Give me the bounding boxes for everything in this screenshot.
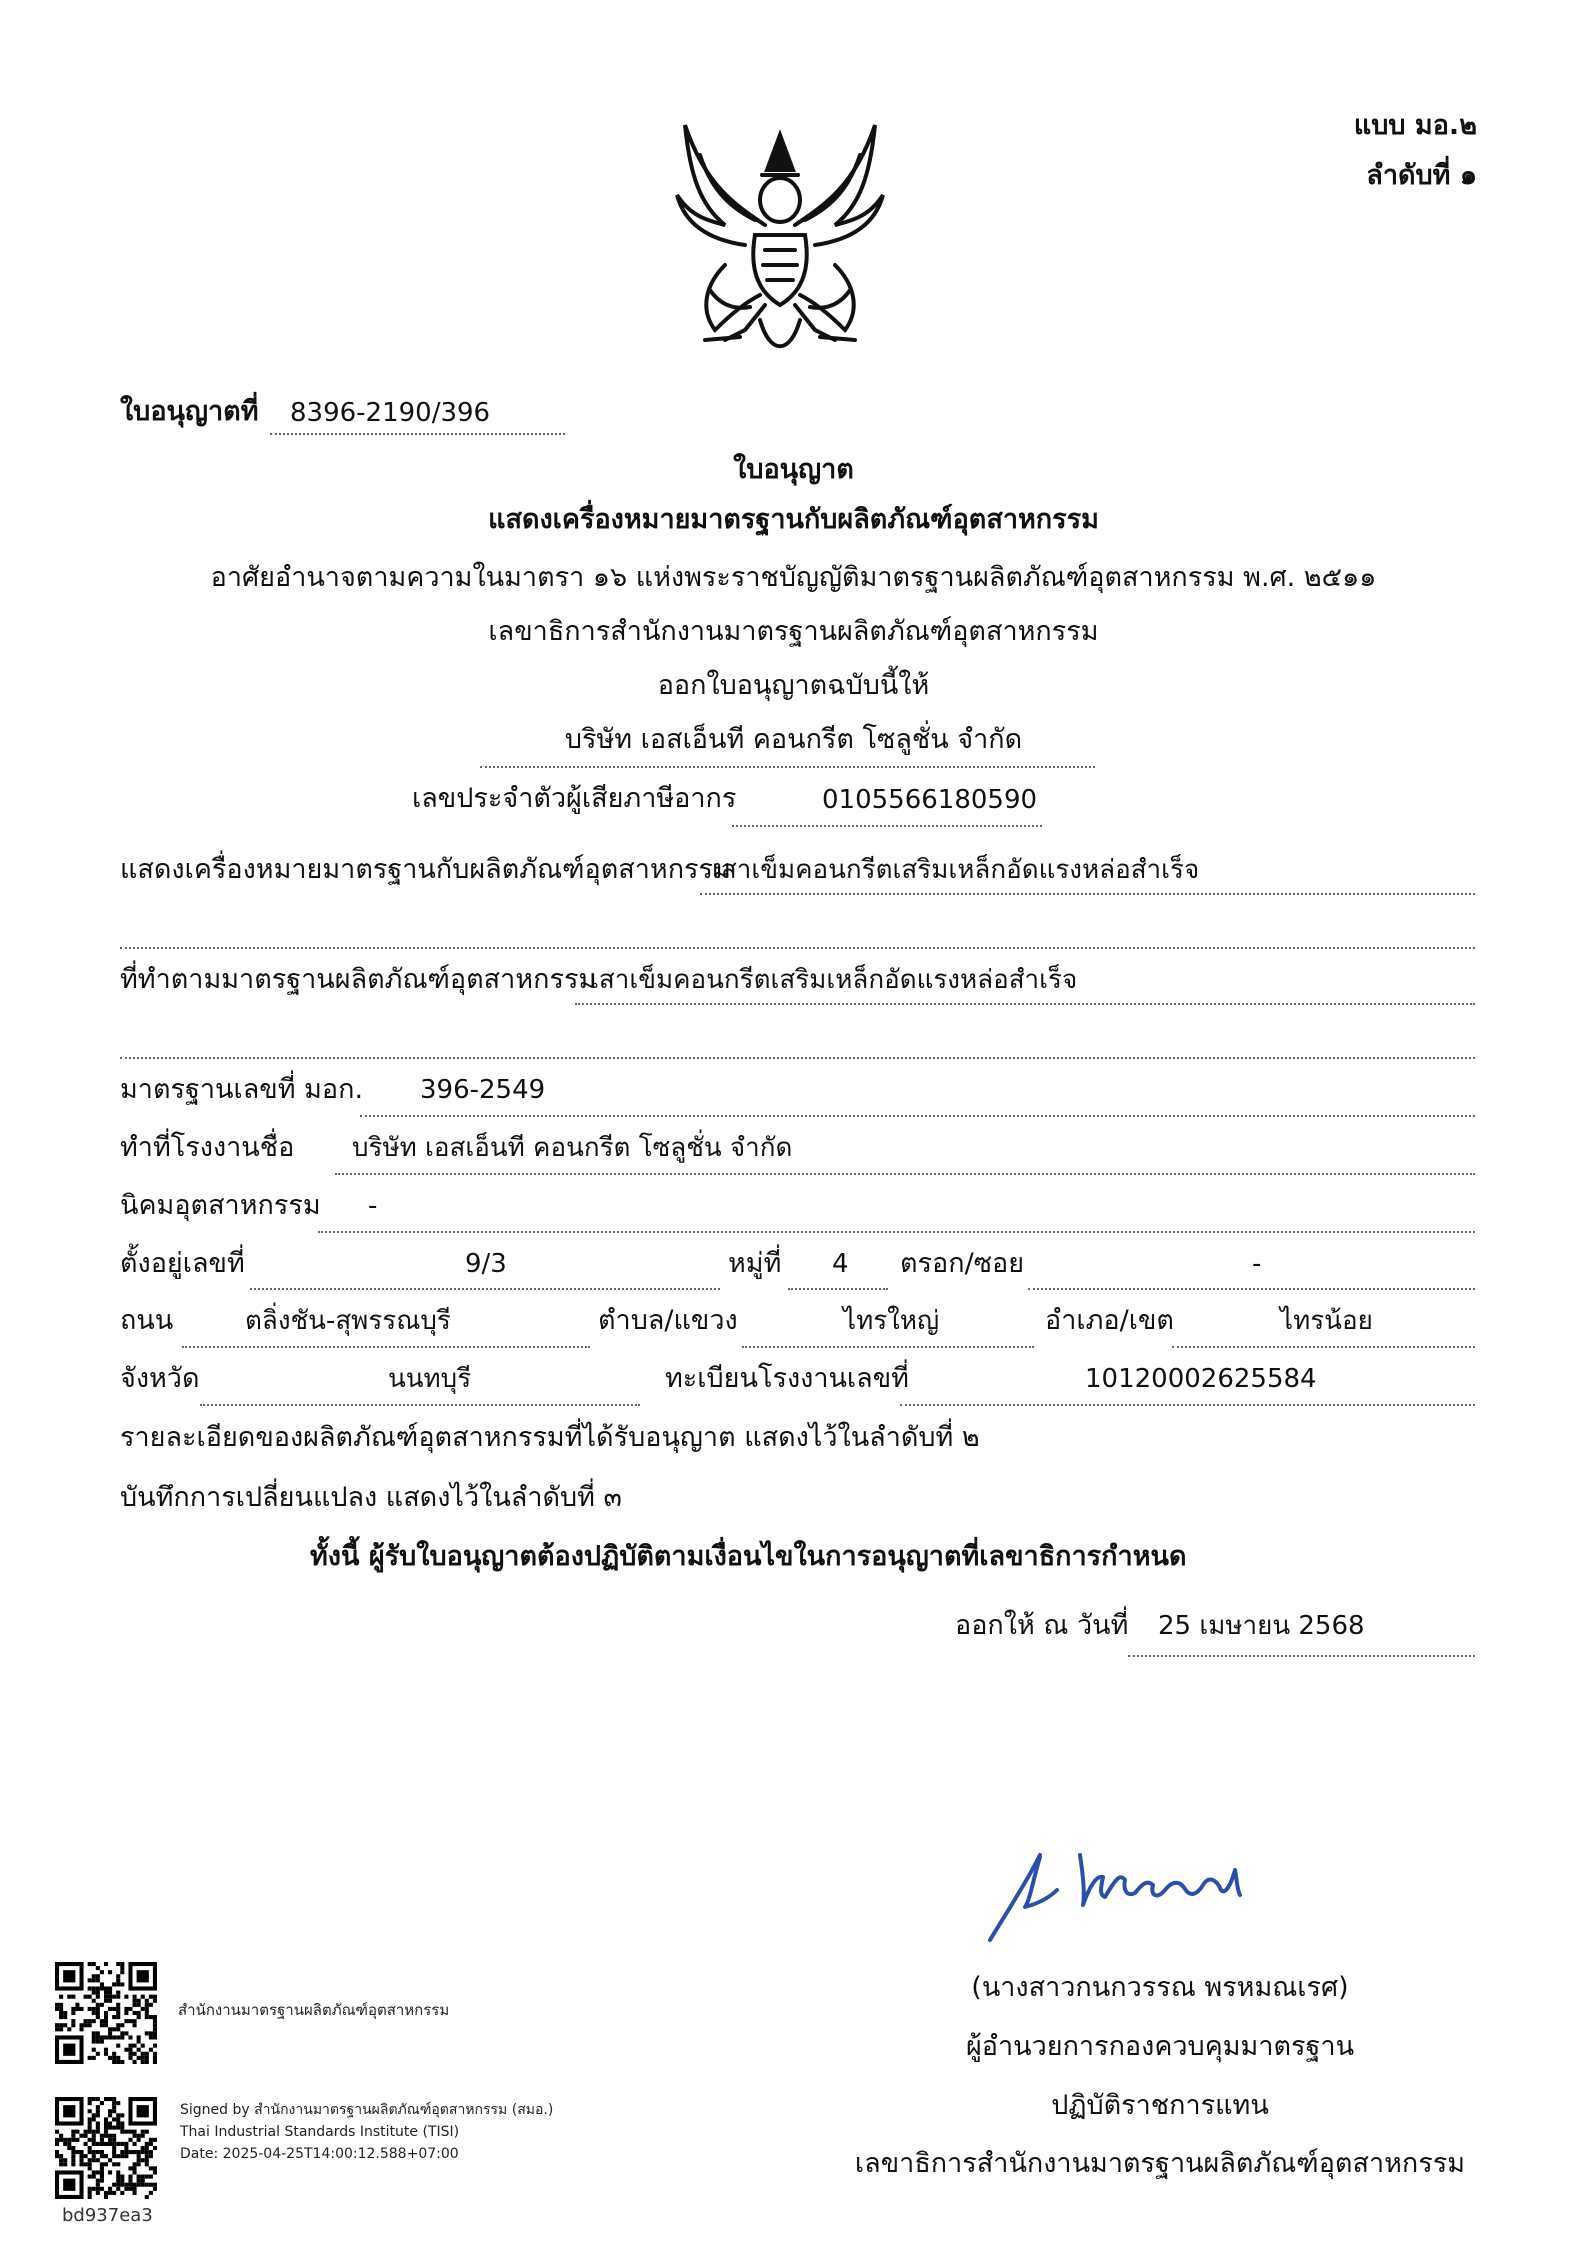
- std-product-label: ที่ทำตามมาตรฐานผลิตภัณฑ์อุตสาหกรรม: [120, 964, 597, 995]
- issue-phrase: ออกใบอนุญาตฉบับนี้ให้: [657, 670, 930, 701]
- factory-name: บริษัท เอสเอ็นที คอนกรีต โซลูชั่น จำกัด: [352, 1133, 793, 1163]
- road-value: ตลิ่งชัน-สุพรรณบุรี: [245, 1306, 451, 1336]
- mark-product: เสาเข็มคอนกรีตเสริมเหล็กอัดแรงหล่อสำเร็จ: [712, 855, 1200, 885]
- document-title: ใบอนุญาต: [733, 454, 854, 485]
- std-product: เสาเข็มคอนกรีตเสริมเหล็กอัดแรงหล่อสำเร็จ: [590, 965, 1078, 995]
- district-underline: [1172, 1346, 1475, 1348]
- reg-no: 10120002625584: [1085, 1364, 1317, 1394]
- moo-value: 4: [832, 1249, 849, 1279]
- factory-label: ทำที่โรงงานชื่อ: [120, 1132, 295, 1163]
- issued-date-label: ออกให้ ณ วันที่: [955, 1610, 1129, 1641]
- subdistrict-underline: [742, 1346, 1034, 1348]
- address-no-underline: [250, 1288, 720, 1290]
- soi-value: -: [1252, 1249, 1262, 1279]
- form-code: แบบ มอ.๒: [1353, 110, 1477, 141]
- mark-product-underline-2: [120, 947, 1475, 949]
- estate-label: นิคมอุตสาหกรรม: [120, 1190, 321, 1221]
- issuer-text: เลขาธิการสำนักงานมาตรฐานผลิตภัณฑ์อุตสาหกรรม: [488, 616, 1099, 647]
- reg-no-label: ทะเบียนโรงงานเลขที่: [665, 1363, 909, 1394]
- footer-institute: Thai Industrial Standards Institute (TISI): [180, 2124, 460, 2140]
- licensee-underline: [480, 766, 1095, 768]
- footer-office: สำนักงานมาตรฐานผลิตภัณฑ์อุตสาหกรรม: [178, 2001, 450, 2019]
- road-underline: [182, 1346, 590, 1348]
- qr-code-icon: [55, 1962, 157, 2064]
- conditions-text: ทั้งนี้ ผู้รับใบอนุญาตต้องปฏิบัติตามเงื่อนไขในการอนุญาตที่เลขาธิการกำหนด: [310, 1541, 1187, 1572]
- soi-label: ตรอก/ซอย: [900, 1248, 1025, 1279]
- footer-signed-by: Signed by สำนักงานมาตรฐานผลิตภัณฑ์อุตสาหกรรม (สมอ.): [180, 2102, 554, 2118]
- signatory-acting: ปฏิบัติราชการแทน: [1051, 2090, 1269, 2121]
- province-label: จังหวัด: [120, 1363, 200, 1394]
- license-number-label: ใบอนุญาตที่: [120, 396, 259, 427]
- signature-icon: [985, 1845, 1255, 1945]
- district-label: อำเภอ/เขต: [1045, 1305, 1174, 1336]
- province-underline: [200, 1404, 640, 1406]
- signatory-name: (นางสาวกนกวรรณ พรหมณเรศ): [971, 1972, 1349, 2003]
- tax-id-underline: [732, 825, 1042, 827]
- moo-underline: [788, 1288, 888, 1290]
- district-value: ไทรน้อย: [1280, 1306, 1373, 1336]
- mark-product-label: แสดงเครื่องหมายมาตรฐานกับผลิตภัณฑ์อุตสาหกรรม: [120, 854, 731, 885]
- address-no-label: ตั้งอยู่เลขที่: [120, 1248, 245, 1279]
- qr-code-icon: [55, 2097, 157, 2199]
- factory-underline: [335, 1173, 1475, 1175]
- subdistrict-label: ตำบล/แขวง: [598, 1305, 738, 1336]
- garuda-emblem-icon: [665, 115, 895, 365]
- document-subtitle: แสดงเครื่องหมายมาตรฐานกับผลิตภัณฑ์อุตสาหกรรม: [488, 504, 1099, 535]
- address-no: 9/3: [465, 1249, 507, 1279]
- changes-note: บันทึกการเปลี่ยนแปลง แสดงไว้ในลำดับที่ ๓: [120, 1482, 622, 1513]
- soi-underline: [1028, 1288, 1475, 1290]
- mark-product-underline: [700, 893, 1475, 895]
- std-no-underline: [360, 1115, 1475, 1117]
- std-product-underline: [575, 1003, 1475, 1005]
- signatory-for-title: เลขาธิการสำนักงานมาตรฐานผลิตภัณฑ์อุตสาหกรรม: [854, 2148, 1466, 2179]
- footer-date: Date: 2025-04-25T14:00:12.588+07:00: [180, 2146, 459, 2162]
- issued-date: 25 เมษายน 2568: [1158, 1611, 1365, 1641]
- moo-label: หมู่ที่: [728, 1248, 782, 1279]
- reg-no-underline: [900, 1404, 1475, 1406]
- license-number-underline: [270, 433, 565, 435]
- tax-id: 0105566180590: [822, 785, 1038, 815]
- province-value: นนทบุรี: [388, 1364, 472, 1394]
- licensee-company: บริษัท เอสเอ็นที คอนกรีต โซลูชั่น จำกัด: [564, 724, 1023, 755]
- footer-hash: bd937ea3: [62, 2205, 153, 2226]
- subdistrict-value: ไทรใหญ่: [843, 1306, 940, 1336]
- std-product-underline-2: [120, 1057, 1475, 1059]
- road-label: ถนน: [120, 1305, 174, 1336]
- tax-id-label: เลขประจำตัวผู้เสียภาษีอากร: [412, 783, 737, 814]
- estate-underline: [318, 1231, 1475, 1233]
- details-note: รายละเอียดของผลิตภัณฑ์อุตสาหกรรมที่ได้รับอนุญาต แสดงไว้ในลำดับที่ ๒: [120, 1422, 980, 1453]
- estate-value: -: [368, 1191, 378, 1221]
- std-no: 396-2549: [420, 1075, 546, 1105]
- license-number: 8396-2190/396: [290, 398, 491, 428]
- std-no-label: มาตรฐานเลขที่ มอก.: [120, 1074, 364, 1105]
- issued-date-underline: [1128, 1655, 1475, 1657]
- signatory-position: ผู้อำนวยการกองควบคุมมาตรฐาน: [965, 2031, 1355, 2062]
- authority-text: อาศัยอำนาจตามความในมาตรา ๑๖ แห่งพระราชบัญญัติมาตรฐานผลิตภัณฑ์อุตสาหกรรม พ.ศ. ๒๕๑๑: [210, 562, 1377, 593]
- form-sequence: ลำดับที่ ๑: [1366, 160, 1477, 191]
